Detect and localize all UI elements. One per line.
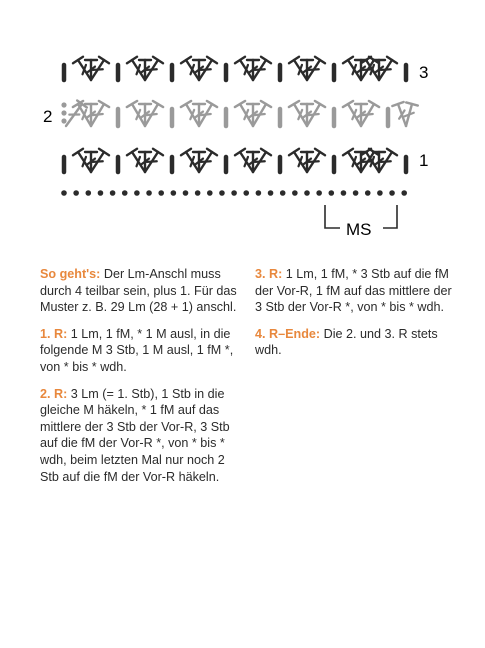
chart-row-3 [64, 57, 406, 80]
row-2-paragraph [40, 386, 245, 486]
row-end-paragraph [255, 326, 455, 359]
chain-dot-1 [61, 110, 66, 115]
chain-stitch-28 [401, 190, 407, 196]
chain-stitch-21 [316, 190, 322, 196]
row-2-label-text: 2. R: [40, 386, 68, 401]
chain-stitch-9 [171, 190, 177, 196]
chain-stitch-5 [122, 190, 128, 196]
row-end-label-text: 4. R–Ende: [255, 326, 321, 341]
row-1-label-text: 1. R: [40, 326, 68, 341]
crochet-chart [0, 0, 485, 250]
chain-stitch-27 [389, 190, 395, 196]
chain-dot-2 [61, 118, 66, 123]
row-2-label: 2 [43, 107, 53, 126]
chain-stitch-14 [231, 190, 237, 196]
row-1-paragraph [40, 326, 245, 376]
repeat-label: MS [346, 220, 372, 239]
chain-stitch-16 [256, 190, 262, 196]
chain-stitch-11 [195, 190, 201, 196]
chain-dot-0 [61, 102, 66, 107]
chain-stitch-15 [243, 190, 249, 196]
chain-stitch-17 [268, 190, 274, 196]
chart-row-1 [64, 149, 406, 172]
dc-stitch-end-b [404, 102, 417, 126]
row-2-text: 3 Lm (= 1. Stb), 1 Stb in die gleiche M häkeln, * 1 fM auf das mittlere der 3 Stb der Vor-R, 3 Stb auf die fM der Vor-R *, von * bis * wdh, beim letzten Mal nur noch 2 Stb auf die fM der Vor-R häkeln. [40, 386, 230, 484]
row-3-paragraph [255, 266, 455, 316]
intro-text: Der Lm-Anschl muss durch 4 teilbar sein, plus 1. Für das Muster z. B. 29 Lm (28 + 1) anschl. [40, 267, 237, 315]
chain-stitch-25 [365, 190, 371, 196]
chain-stitch-10 [183, 190, 189, 196]
row-end-text: Die 2. und 3. R stets wdh. [255, 326, 438, 358]
chain-stitch-18 [280, 190, 286, 196]
chain-stitch-7 [146, 190, 152, 196]
row-3-label: 3 [419, 63, 429, 82]
foundation-chain [61, 190, 407, 196]
chain-stitch-19 [292, 190, 298, 196]
chain-stitch-2 [86, 190, 92, 196]
chain-stitch-12 [207, 190, 213, 196]
chain-stitch-8 [158, 190, 164, 196]
chain-stitch-23 [341, 190, 347, 196]
row-3-label-text: 3. R: [255, 267, 283, 281]
instructions-right-column [255, 266, 455, 369]
intro-paragraph [40, 266, 245, 316]
row-3-text: 1 Lm, 1 fM, * 3 Stb auf die fM der Vor-R, 1 fM auf das mittlere der 3 Stb der Vor-R *, von * bis * wdh. [255, 267, 452, 315]
chain-stitch-0 [61, 190, 67, 196]
chain-stitch-22 [329, 190, 335, 196]
chain-stitch-1 [73, 190, 79, 196]
chain-stitch-24 [353, 190, 359, 196]
chain-stitch-4 [110, 190, 116, 196]
row-1-label: 1 [419, 151, 429, 170]
chart-row-2 [61, 100, 417, 126]
chain-stitch-6 [134, 190, 140, 196]
instructions-left-column [40, 266, 245, 495]
row-1-text: 1 Lm, 1 fM, * 1 M ausl, in die folgende M 3 Stb, 1 M ausl, 1 fM *, von * bis * wdh. [40, 326, 234, 374]
chain-stitch-13 [219, 190, 225, 196]
chain-stitch-3 [98, 190, 104, 196]
chain-stitch-26 [377, 190, 383, 196]
intro-label: So geht's: [40, 267, 101, 281]
dc-stitch-end-a [392, 102, 406, 126]
chain-stitch-20 [304, 190, 310, 196]
